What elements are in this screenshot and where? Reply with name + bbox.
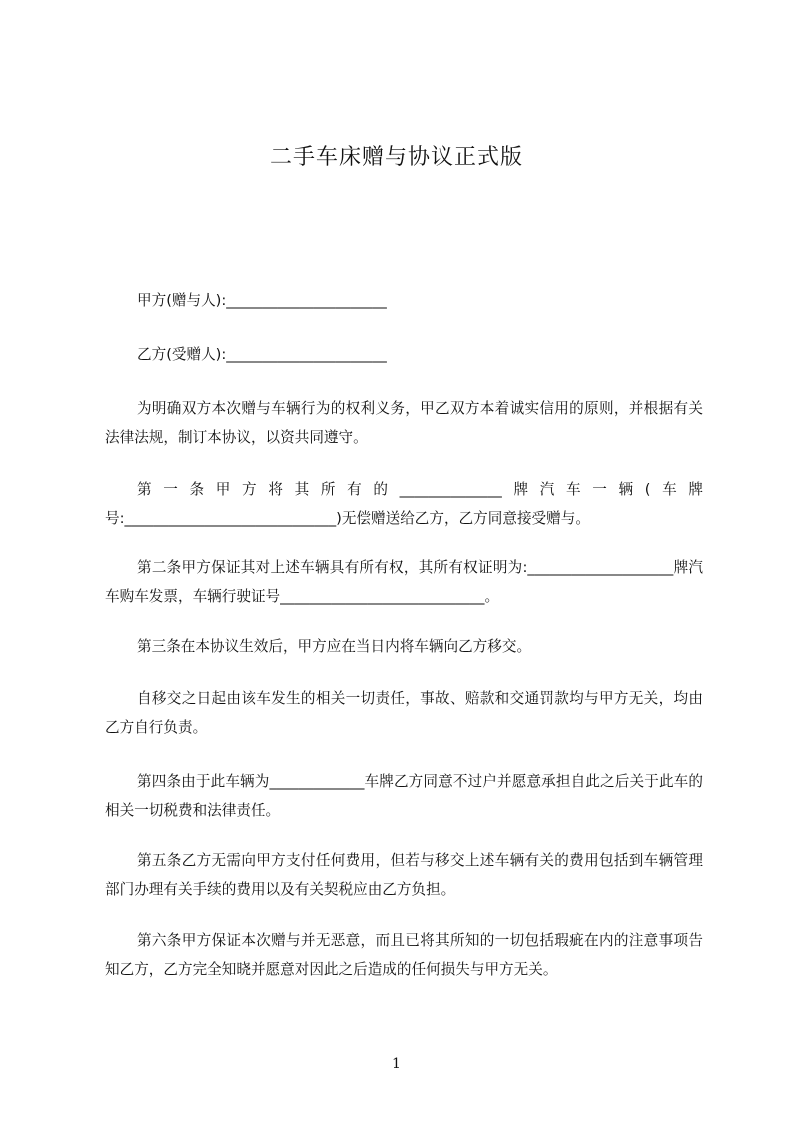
liability-paragraph: 自移交之日起由该车发生的相关一切责任，事故、赔款和交通罚款均与甲方无关，均由乙方自行负责。 (105, 690, 703, 736)
article-4-paragraph: 第四条由于此车辆为_____________车牌乙方同意不过户并愿意承担自此之后关于此车的相关一切税费和法律责任。 (105, 773, 703, 819)
article-3-paragraph: 第三条在本协议生效后，甲方应在当日内将车辆向乙方移交。 (137, 638, 532, 655)
party-b-line: 乙方(受赠人):______________________ (137, 346, 387, 363)
document-title: 二手车床赠与协议正式版 (269, 145, 523, 170)
article-2-paragraph: 第二条甲方保证其对上述车辆具有所有权，其所有权证明为:____________________牌汽车购车发票，车辆行驶证号____________________________。 (105, 559, 703, 605)
preamble-paragraph: 为明确双方本次赠与车辆行为的权利义务，甲乙双方本着诚实信用的原则，并根据有关法律法规，制订本协议，以资共同遵守。 (105, 400, 703, 446)
page-number: 1 (392, 1056, 401, 1072)
article-5-paragraph: 第五条乙方无需向甲方支付任何费用，但若与移交上述车辆有关的费用包括到车辆管理部门办理有关手续的费用以及有关契税应由乙方负担。 (105, 852, 703, 898)
article-1-paragraph: 第一条甲方将其所有的______________牌汽车一辆(车牌号:_____________________________)无偿赠送给乙方，乙方同意接受赠与。 (105, 481, 703, 527)
party-a-line: 甲方(赠与人):______________________ (137, 292, 387, 309)
article-6-paragraph: 第六条甲方保证本次赠与并无恶意，而且已将其所知的一切包括瑕疵在内的注意事项告知乙方，乙方完全知晓并愿意对因此之后造成的任何损失与甲方无关。 (105, 932, 703, 978)
